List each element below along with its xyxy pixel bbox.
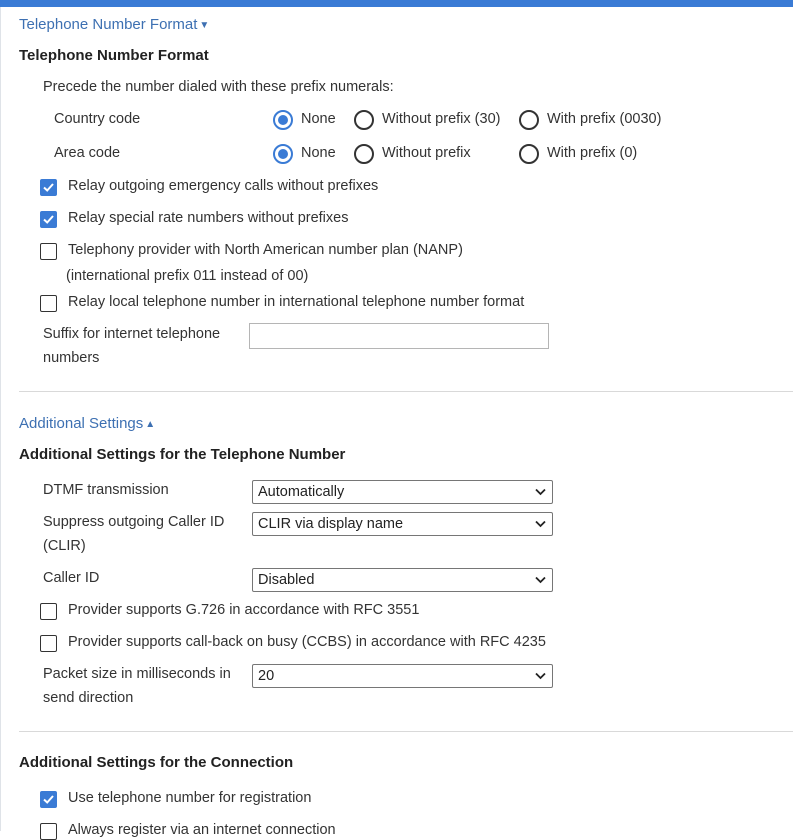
caller-id-label: Caller ID [43, 570, 100, 586]
use-number-registration-label: Use telephone number for registration [68, 790, 312, 806]
country-code-with-prefix-radio[interactable] [519, 110, 539, 130]
caret-up-icon: ▲ [145, 419, 156, 430]
clir-label-line2: (CLIR) [43, 538, 86, 554]
packet-size-label-line1: Packet size in milliseconds in [43, 666, 231, 682]
area-code-label: Area code [54, 145, 121, 161]
prefix-intro-text: Precede the number dialed with these prefix numerals: [43, 79, 394, 95]
special-rate-label: Relay special rate numbers without prefixes [68, 210, 349, 226]
checkmark-icon [42, 213, 55, 226]
dtmf-label: DTMF transmission [43, 482, 169, 498]
area-code-none-radio[interactable] [273, 144, 293, 164]
area-code-without-prefix-radio[interactable] [354, 144, 374, 164]
packet-size-select-value: 20 [258, 668, 275, 684]
use-number-registration-checkbox[interactable] [40, 791, 57, 808]
nanp-label: Telephony provider with North American number plan (NANP) [68, 242, 463, 258]
telephone-number-format-heading: Telephone Number Format [19, 47, 209, 64]
clir-select-value: CLIR via display name [258, 516, 404, 532]
section-divider [19, 391, 793, 392]
dtmf-select[interactable] [252, 480, 553, 504]
checkmark-icon [42, 181, 55, 194]
country-code-none-radio[interactable] [273, 110, 293, 130]
country-code-label: Country code [54, 111, 141, 127]
area-code-with-prefix-label: With prefix (0) [547, 145, 638, 161]
local-number-intl-checkbox[interactable] [40, 295, 57, 312]
clir-label-line1: Suppress outgoing Caller ID [43, 514, 225, 530]
telephone-number-format-link-label: Telephone Number Format [19, 16, 198, 33]
telephone-number-format-toggle[interactable] [19, 16, 209, 33]
ccbs-checkbox[interactable] [40, 635, 57, 652]
local-number-intl-label: Relay local telephone number in international telephone number format [68, 294, 525, 310]
packet-size-label-line2: send direction [43, 690, 134, 706]
caller-id-select-value: Disabled [258, 572, 315, 588]
caller-id-select[interactable] [252, 568, 553, 592]
nanp-note: (international prefix 011 instead of 00) [66, 268, 309, 284]
emergency-calls-checkbox[interactable] [40, 179, 57, 196]
chevron-down-icon [535, 488, 546, 496]
left-border [0, 7, 1, 831]
section-divider [19, 731, 793, 732]
country-code-with-prefix-label: With prefix (0030) [547, 111, 662, 127]
g726-checkbox[interactable] [40, 603, 57, 620]
area-code-none-label: None [301, 145, 336, 161]
clir-select[interactable] [252, 512, 553, 536]
checkmark-icon [42, 793, 55, 806]
nanp-checkbox[interactable] [40, 243, 57, 260]
additional-settings-heading: Additional Settings for the Telephone Number [19, 446, 346, 463]
always-register-internet-label: Always register via an internet connection [68, 822, 336, 838]
special-rate-checkbox[interactable] [40, 211, 57, 228]
chevron-down-icon [535, 576, 546, 584]
top-accent-bar [0, 0, 793, 7]
emergency-calls-label: Relay outgoing emergency calls without prefixes [68, 178, 379, 194]
suffix-label-line1: Suffix for internet telephone [43, 326, 221, 342]
connection-settings-heading: Additional Settings for the Connection [19, 754, 294, 771]
ccbs-label: Provider supports call-back on busy (CCBS) in accordance with RFC 4235 [68, 634, 546, 650]
country-code-without-prefix-radio[interactable] [354, 110, 374, 130]
g726-label: Provider supports G.726 in accordance with RFC 3551 [68, 602, 420, 618]
country-code-none-label: None [301, 111, 336, 127]
suffix-label-line2: numbers [43, 350, 100, 366]
chevron-down-icon [535, 520, 546, 528]
suffix-input[interactable] [249, 323, 549, 349]
packet-size-select[interactable] [252, 664, 553, 688]
additional-settings-link-label: Additional Settings [19, 415, 144, 432]
country-code-without-prefix-label: Without prefix (30) [382, 111, 501, 127]
chevron-down-icon [535, 672, 546, 680]
dtmf-select-value: Automatically [258, 484, 345, 500]
always-register-internet-checkbox[interactable] [40, 823, 57, 840]
caret-down-icon: ▼ [199, 20, 210, 31]
area-code-with-prefix-radio[interactable] [519, 144, 539, 164]
area-code-without-prefix-label: Without prefix [382, 145, 471, 161]
additional-settings-toggle[interactable] [19, 415, 155, 432]
